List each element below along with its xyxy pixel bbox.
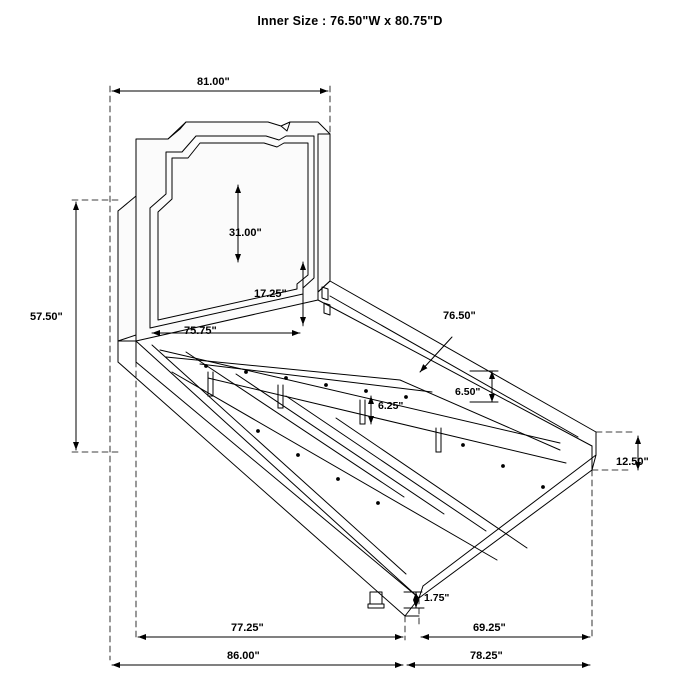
dimension-label-31: 31.00" <box>229 227 262 239</box>
dimension-label-6-25: 6.25" <box>378 400 404 412</box>
dimension-label-77-25: 77.25" <box>231 622 264 634</box>
dimension-label-1-75: 1.75" <box>424 592 450 604</box>
dimension-label-78-25: 78.25" <box>470 650 503 662</box>
dimension-label-6-50: 6.50" <box>455 386 481 398</box>
dimension-label-75-75: 75.75" <box>184 325 217 337</box>
dimension-label-17-25: 17.25" <box>254 288 287 300</box>
page-title: Inner Size : 76.50"W x 80.75"D <box>257 14 443 28</box>
dimension-label-86-00: 86.00" <box>227 650 260 662</box>
dimension-label-76-50: 76.50" <box>443 310 476 322</box>
dimension-label-69-25: 69.25" <box>473 622 506 634</box>
dimension-label-81: 81.00" <box>197 76 230 88</box>
dimension-label-12-50: 12.50" <box>616 456 649 468</box>
dimension-label-57-50: 57.50" <box>30 311 63 323</box>
